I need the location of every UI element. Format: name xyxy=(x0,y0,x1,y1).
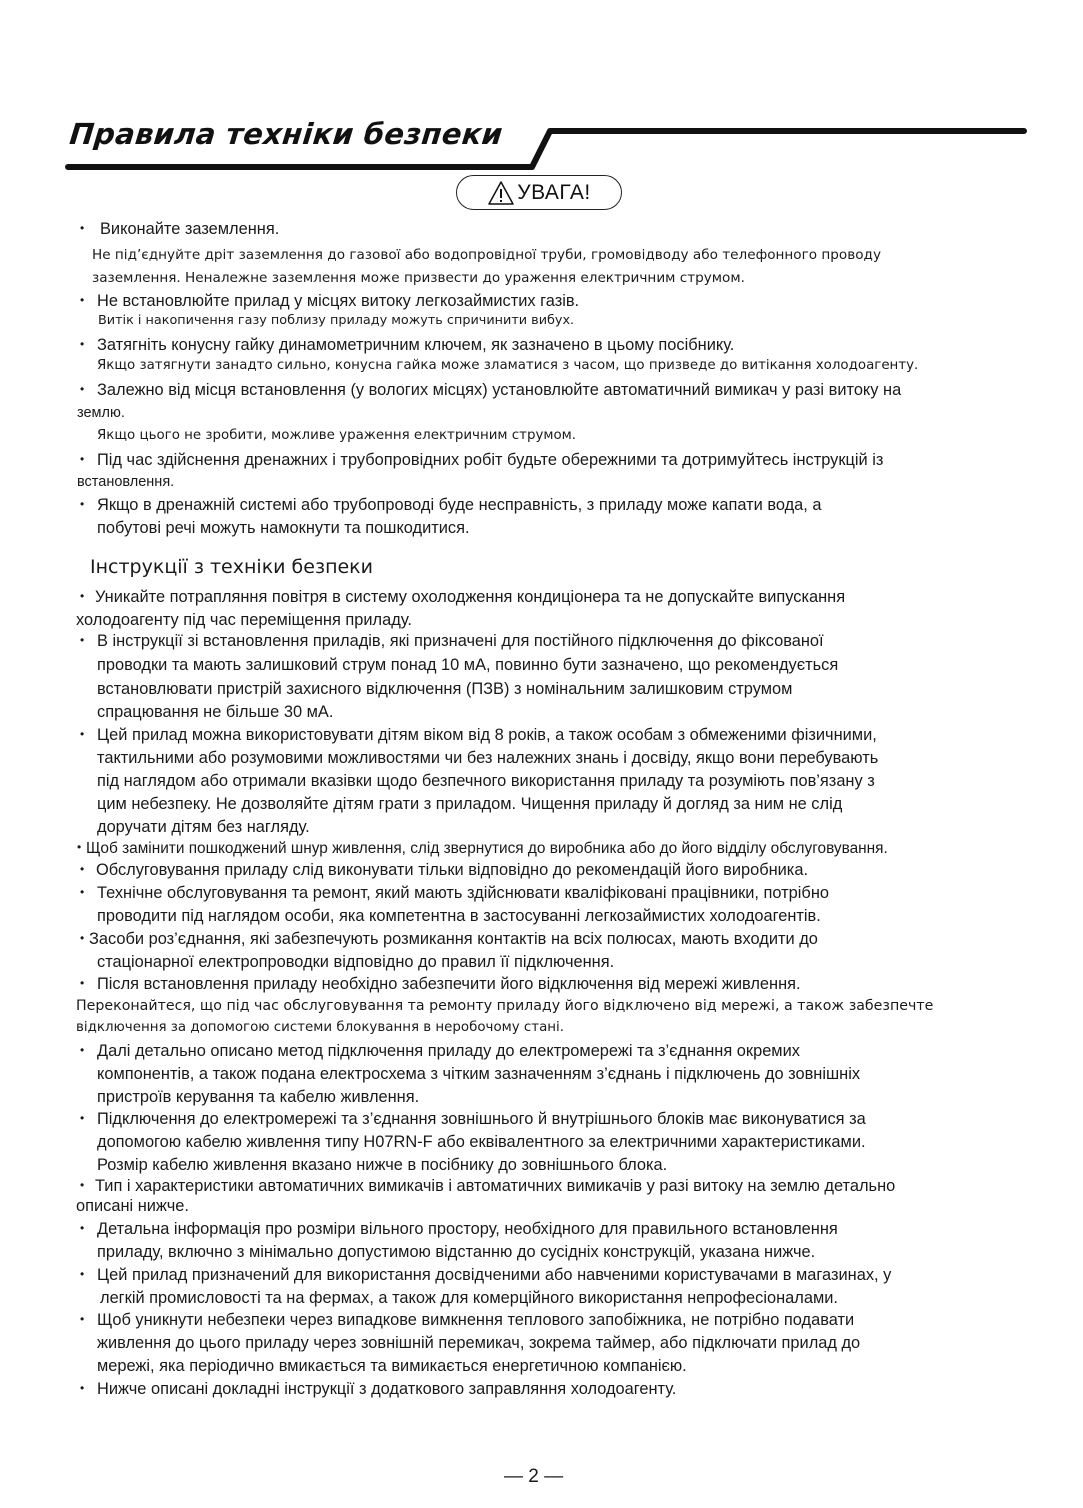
bullet-icon: • xyxy=(80,221,85,235)
warning-triangle-icon xyxy=(487,180,515,206)
bullet-icon: • xyxy=(80,589,85,603)
list-item-detail: заземлення. Неналежне заземлення може призвести до ураження електричним струмом. xyxy=(92,270,745,286)
list-item-continuation: побутові речі можуть намокнути та пошкодитися. xyxy=(97,519,470,537)
list-item-continuation: мережі, яка періодично вмикається та вимикається енергетичною компанією. xyxy=(97,1357,687,1375)
list-item-continuation: доручати дітям без нагляду. xyxy=(97,818,310,836)
list-item-continuation: тактильними або розумовими можливостями чи без належних знань і досвіду, якщо вони перебувають xyxy=(97,749,879,767)
list-item-continuation: пристроїв керування та кабелю живлення. xyxy=(97,1088,420,1106)
bullet-icon: • xyxy=(80,382,85,396)
bullet-icon: • xyxy=(80,337,85,351)
bullet-icon: • xyxy=(80,1178,85,1192)
list-item: • Далі детально описано метод підключення приладу до електромережі та з’єднання окремих xyxy=(80,1042,800,1060)
list-item: • В інструкції зі встановлення приладів, які призначені для постійного підключення до фіксованої xyxy=(80,632,824,650)
list-item-continuation: під наглядом або отримали вказівки щодо безпечного використання приладу та розуміють пов’язану з xyxy=(97,772,875,790)
list-item: • Щоб уникнути небезпеки через випадкове вимкнення теплового запобіжника, не потрібно подавати xyxy=(80,1311,855,1329)
list-item: • Цей прилад можна використовувати дітям віком від 8 років, а також особам з обмеженими фізичними, xyxy=(80,726,877,744)
page-number: — 2 — xyxy=(504,1466,564,1487)
list-item-continuation: спрацювання не більше 30 мА. xyxy=(97,703,334,721)
list-item-continuation: допомогою кабелю живлення типу H07RN-F або еквівалентного за електричними характеристиками. xyxy=(97,1133,866,1151)
list-item-continuation: Розмір кабелю живлення вказано нижче в посібнику до зовнішнього блока. xyxy=(97,1156,668,1174)
list-item: • Залежно від місця встановлення (у вологих місцях) установлюйте автоматичний вимикач у разі витоку на xyxy=(80,381,902,399)
bullet-icon: • xyxy=(80,1381,85,1395)
list-item-continuation: встановлювати пристрій захисного відключення (ПЗВ) з номінальним залишковим струмом xyxy=(97,680,793,698)
bullet-icon: • xyxy=(80,633,85,647)
list-item: • Засоби роз’єднання, які забезпечують розмикання контактів на всіх полюсах, мають входити до xyxy=(80,930,818,948)
list-item-continuation: цим небезпеку. Не дозволяйте дітям грати з приладом. Чищення приладу й догляд за ним не слід xyxy=(97,795,843,813)
list-item-detail: відключення за допомогою системи блокування в неробочому стані. xyxy=(76,1020,565,1035)
page-title: Правила техніки безпеки xyxy=(68,117,505,151)
list-item: • Не встановлюйте прилад у місцях витоку легкозаймистих газів. xyxy=(80,292,580,310)
list-item-detail: Якщо цього не зробити, можливе ураження електричним струмом. xyxy=(97,428,577,443)
warning-label: УВАГА! xyxy=(517,180,591,204)
list-item-continuation: холодоагенту під час переміщення приладу. xyxy=(76,611,412,629)
list-item-continuation: стаціонарної електропроводки відповідно до правил її підключення. xyxy=(97,953,615,971)
warning-badge xyxy=(456,175,622,210)
list-item-continuation: встановлення. xyxy=(77,474,175,490)
list-item: • Технічне обслуговування та ремонт, який мають здійснювати кваліфіковані працівники, потрібно xyxy=(80,884,829,902)
list-item: • Цей прилад призначений для використання досвідченими або навченими користувачами в магазинах, у xyxy=(80,1266,892,1284)
list-item: • Нижче описані докладні інструкції з додаткового заправляння холодоагенту. xyxy=(80,1380,677,1398)
list-item-detail: Витік і накопичення газу поблизу приладу можуть спричинити вибух. xyxy=(98,313,575,328)
bullet-icon: • xyxy=(80,1267,85,1281)
list-item-detail: Переконайтеся, що під час обслуговування та ремонту приладу його відключено від мережі, а також забезпечте xyxy=(76,998,934,1014)
list-item: • Щоб замінити пошкоджений шнур живлення, слід звернутися до виробника або до його відділу обслуговування. xyxy=(77,840,888,857)
list-item: • Обслуговування приладу слід виконувати тільки відповідно до рекомендацій його виробника. xyxy=(80,861,808,879)
bullet-icon: • xyxy=(80,862,85,876)
bullet-icon: • xyxy=(80,293,85,307)
bullet-icon: • xyxy=(80,1221,85,1235)
list-item: • Детальна інформація про розміри вільного простору, необхідного для правильного встановлення xyxy=(80,1220,838,1238)
bullet-icon: • xyxy=(80,976,85,990)
list-item: • Тип і характеристики автоматичних вимикачів і автоматичних вимикачів у разі витоку на землю детально xyxy=(80,1177,896,1195)
bullet-icon: • xyxy=(80,931,85,945)
list-item: • Підключення до електромережі та з’єднання зовнішнього й внутрішнього блоків має виконуватися за xyxy=(80,1110,866,1128)
list-item-continuation: компонентів, а також подана електросхема з чітким зазначенням з’єднань і підключень до зовнішніх xyxy=(97,1065,861,1083)
list-item-continuation: живлення до цього приладу через зовнішній перемикач, зокрема таймер, або підключати прилад до xyxy=(97,1334,861,1352)
bullet-icon: • xyxy=(80,727,85,741)
list-item-continuation: проводити під наглядом особи, яка компетентна в застосуванні легкозаймистих холодоагентів. xyxy=(97,907,821,925)
bullet-icon: • xyxy=(80,497,85,511)
bullet-icon: • xyxy=(77,840,82,854)
bullet-icon: • xyxy=(80,1312,85,1326)
list-item-continuation: землю. xyxy=(77,405,125,421)
list-item-detail: Не під’єднуйте дріт заземлення до газової або водопровідної труби, громовідводу або телефонного проводу xyxy=(92,247,881,263)
list-item: • Під час здійснення дренажних і трубопровідних робіт будьте обережними та дотримуйтесь інструкцій із xyxy=(80,451,884,469)
bullet-icon: • xyxy=(80,452,85,466)
section-heading: Інструкції з техніки безпеки xyxy=(90,556,374,578)
list-item-continuation: легкій промисловості та на фермах, а також для комерційного використання непрофесіоналами. xyxy=(100,1289,838,1307)
list-item: • Після встановлення приладу необхідно забезпечити його відключення від мережі живлення. xyxy=(80,975,801,993)
list-item: • Уникайте потрапляння повітря в систему охолодження кондиціонера та не допускайте випускання xyxy=(80,588,846,606)
list-item-continuation: описані нижче. xyxy=(76,1197,189,1215)
bullet-icon: • xyxy=(80,885,85,899)
list-item-continuation: проводки та мають залишковий струм понад 10 мА, повинно бути зазначено, що рекомендується xyxy=(97,656,839,674)
list-item-detail: Якщо затягнути занадто сильно, конусна гайка може зламатися з часом, що призведе до витікання холодоагенту. xyxy=(97,358,919,373)
list-item: • Якщо в дренажній системі або трубопроводі буде несправність, з приладу може капати вода, а xyxy=(80,496,822,514)
list-item-continuation: приладу, включно з мінімально допустимою відстанню до сусідніх конструкцій, указана нижче. xyxy=(97,1243,816,1261)
bullet-icon: • xyxy=(80,1043,85,1057)
list-item: • Затягніть конусну гайку динамометричним ключем, як зазначено в цьому посібнику. xyxy=(80,336,735,354)
title-underline-rule xyxy=(0,0,1083,200)
bullet-icon: • xyxy=(80,1111,85,1125)
list-item: • Виконайте заземлення. xyxy=(80,220,280,238)
